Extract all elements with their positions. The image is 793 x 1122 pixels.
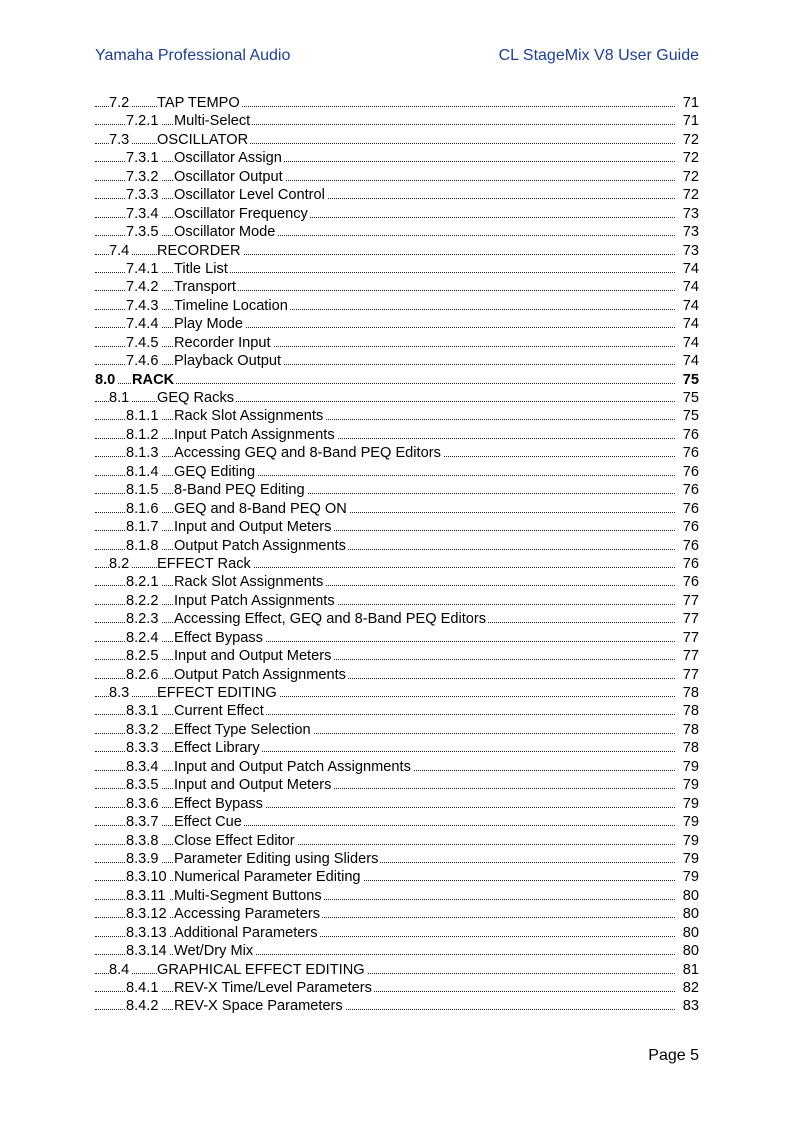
toc-entry-number: 8.4 [109, 961, 132, 979]
toc-entry-number: 8.3.8 [126, 832, 161, 850]
toc-entry[interactable] [95, 371, 699, 389]
toc-entry-title: Effect Type Selection [174, 721, 311, 738]
toc-entry[interactable] [95, 739, 699, 757]
toc-entry-page: 80 [680, 924, 699, 942]
toc-entry-page: 81 [680, 961, 699, 979]
toc-entry-page: 73 [680, 242, 699, 260]
toc-entry-number: 8.2.6 [126, 666, 161, 684]
toc-entry-title: Effect Bypass [174, 795, 263, 812]
dot-leader [95, 383, 675, 384]
toc-entry-number: 8.1.7 [126, 518, 161, 536]
toc-entry-page: 76 [680, 426, 699, 444]
toc-entry[interactable] [95, 555, 699, 573]
toc-entry-page: 74 [680, 315, 699, 333]
toc-entry-title: RACK [132, 371, 175, 388]
toc-entry-page: 80 [680, 942, 699, 960]
toc-entry[interactable] [95, 961, 699, 979]
toc-entry-title: Play Mode [174, 316, 243, 333]
toc-entry-number: 7.3 [109, 131, 132, 149]
toc-entry-number: 8.4.1 [126, 979, 161, 997]
toc-entry-title: EFFECT Rack [157, 555, 251, 572]
toc-entry-title: REV-X Time/Level Parameters [174, 980, 372, 996]
toc-entry-title: GRAPHICAL EFFECT EDITING [157, 961, 365, 978]
toc-entry[interactable] [95, 426, 699, 444]
toc-entry-title: Accessing Effect, GEQ and 8-Band PEQ Editors [174, 611, 487, 628]
toc-entry-number: 7.3.2 [126, 168, 161, 186]
page-number: Page 5 [648, 1047, 699, 1064]
toc-entry[interactable] [95, 721, 699, 739]
toc-entry[interactable] [95, 278, 699, 296]
toc-entry-page: 76 [680, 444, 699, 462]
toc-entry[interactable] [95, 776, 699, 794]
toc-entry[interactable] [95, 205, 699, 223]
toc-entry-page: 79 [680, 832, 699, 850]
toc-entry-number: 8.3.9 [126, 850, 161, 868]
toc-entry[interactable] [95, 389, 699, 407]
toc-entry[interactable] [95, 260, 699, 278]
toc-entry-page: 76 [680, 537, 699, 555]
toc-entry-page: 75 [680, 371, 699, 389]
toc-entry-title: TAP TEMPO [157, 95, 240, 111]
toc-entry-title: Oscillator Level Control [174, 187, 325, 204]
toc-entry-title: Oscillator Frequency [174, 205, 308, 222]
toc-entry[interactable] [95, 905, 699, 923]
toc-entry-number: 8.4.2 [126, 997, 161, 1015]
toc-entry-page: 71 [680, 94, 699, 112]
header-company: Yamaha Professional Audio [95, 47, 291, 64]
toc-entry-number: 8.3.10 [126, 868, 170, 886]
toc-entry[interactable] [95, 481, 699, 499]
toc-entry-title: Rack Slot Assignments [174, 574, 324, 591]
toc-entry-title: Input Patch Assignments [174, 592, 335, 609]
toc-entry-page: 78 [680, 702, 699, 720]
toc-entry[interactable] [95, 444, 699, 462]
toc-entry[interactable] [95, 942, 699, 960]
toc-entry-page: 79 [680, 850, 699, 868]
toc-entry[interactable] [95, 702, 699, 720]
toc-entry-title: Input and Output Meters [174, 777, 332, 794]
toc-entry[interactable] [95, 592, 699, 610]
toc-entry-page: 77 [680, 647, 699, 665]
toc-entry-number: 8.1.8 [126, 537, 161, 555]
toc-entry-page: 77 [680, 610, 699, 628]
toc-entry-title: Numerical Parameter Editing [174, 869, 361, 886]
toc-entry-number: 7.3.4 [126, 205, 161, 223]
toc-entry[interactable] [95, 997, 699, 1015]
toc-entry-number: 8.2 [109, 555, 132, 573]
toc-entry[interactable] [95, 813, 699, 831]
toc-entry-title: Accessing Parameters [174, 906, 320, 923]
toc-entry-number: 7.4 [109, 242, 132, 260]
toc-entry-page: 78 [680, 721, 699, 739]
toc-entry-title: Oscillator Output [174, 168, 283, 185]
toc-entry-title: GEQ and 8-Band PEQ ON [174, 500, 347, 517]
toc-entry-number: 8.1.2 [126, 426, 161, 444]
toc-entry[interactable] [95, 629, 699, 647]
toc-entry-number: 8.3.7 [126, 813, 161, 831]
toc-entry-page: 80 [680, 905, 699, 923]
toc-entry-number: 8.3.14 [126, 942, 170, 960]
toc-entry-page: 79 [680, 795, 699, 813]
toc-entry[interactable] [95, 795, 699, 813]
toc-entry-page: 74 [680, 260, 699, 278]
toc-entry-title: Playback Output [174, 353, 282, 370]
toc-entry-page: 76 [680, 518, 699, 536]
toc-entry-page: 71 [680, 112, 699, 130]
toc-entry-number: 8.1.6 [126, 500, 161, 518]
toc-entry-title: Parameter Editing using Sliders [174, 850, 379, 867]
toc-entry-page: 74 [680, 334, 699, 352]
toc-entry-title: GEQ Editing [174, 463, 256, 480]
toc-entry-number: 7.3.1 [126, 149, 161, 167]
toc-entry-title: Oscillator Assign [174, 150, 282, 167]
toc-entry-page: 72 [680, 186, 699, 204]
toc-entry-page: 77 [680, 629, 699, 647]
toc-entry-title: Input and Output Patch Assignments [174, 758, 411, 775]
toc-entry-page: 75 [680, 407, 699, 425]
toc-entry-title: Current Effect [174, 703, 264, 720]
toc-entry-number: 7.4.3 [126, 297, 161, 315]
toc-entry-page: 79 [680, 813, 699, 831]
toc-entry-page: 79 [680, 776, 699, 794]
table-of-contents [95, 94, 699, 1016]
toc-entry-number: 8.0 [95, 371, 118, 389]
toc-entry[interactable] [95, 407, 699, 425]
toc-entry-title: Multi-Segment Buttons [174, 887, 322, 904]
toc-entry-number: 7.3.5 [126, 223, 161, 241]
toc-entry-page: 72 [680, 168, 699, 186]
toc-entry-title: Input and Output Meters [174, 519, 332, 536]
toc-entry[interactable] [95, 684, 699, 702]
toc-entry-number: 8.3.6 [126, 795, 161, 813]
toc-entry-title: OSCILLATOR [157, 131, 249, 148]
toc-entry-title: Close Effect Editor [174, 832, 295, 849]
toc-entry[interactable] [95, 168, 699, 186]
toc-entry-number: 8.2.2 [126, 592, 161, 610]
toc-entry-title: Oscillator Mode [174, 224, 276, 241]
toc-entry-title: Output Patch Assignments [174, 537, 346, 554]
header-document-title: CL StageMix V8 User Guide [498, 47, 699, 64]
toc-entry-page: 83 [680, 997, 699, 1015]
toc-entry-number: 8.1.4 [126, 463, 161, 481]
toc-entry-page: 72 [680, 149, 699, 167]
toc-entry-number: 8.2.5 [126, 647, 161, 665]
toc-entry-number: 8.3.2 [126, 721, 161, 739]
toc-entry-number: 7.4.1 [126, 260, 161, 278]
toc-entry-number: 7.4.6 [126, 352, 161, 370]
toc-entry-title: Transport [174, 279, 236, 296]
toc-entry-title: 8-Band PEQ Editing [174, 482, 305, 499]
toc-entry-title: Effect Bypass [174, 629, 263, 646]
toc-entry-title: Wet/Dry Mix [174, 943, 254, 960]
toc-entry-title: Rack Slot Assignments [174, 408, 324, 425]
toc-entry-number: 8.3.5 [126, 776, 161, 794]
toc-entry[interactable] [95, 315, 699, 333]
toc-entry[interactable] [95, 887, 699, 905]
toc-entry-number: 8.1 [109, 389, 132, 407]
toc-entry-page: 78 [680, 739, 699, 757]
toc-entry-number: 8.2.4 [126, 629, 161, 647]
toc-entry-number: 8.1.5 [126, 481, 161, 499]
toc-entry[interactable] [95, 832, 699, 850]
toc-entry-page: 76 [680, 481, 699, 499]
toc-entry-page: 77 [680, 592, 699, 610]
toc-entry[interactable] [95, 112, 699, 130]
toc-entry[interactable] [95, 573, 699, 591]
toc-entry[interactable] [95, 610, 699, 628]
toc-entry[interactable] [95, 297, 699, 315]
toc-entry-title: Additional Parameters [174, 924, 318, 941]
toc-entry-number: 8.2.1 [126, 573, 161, 591]
toc-entry-page: 75 [680, 389, 699, 407]
toc-entry[interactable] [95, 334, 699, 352]
toc-entry-number: 8.1.1 [126, 407, 161, 425]
toc-entry[interactable] [95, 537, 699, 555]
toc-entry-page: 73 [680, 205, 699, 223]
toc-entry-page: 78 [680, 684, 699, 702]
toc-entry-number: 8.3.13 [126, 924, 170, 942]
toc-entry-number: 7.2.1 [126, 112, 161, 130]
toc-entry-title: Multi-Select [174, 113, 251, 130]
toc-entry-title: Title List [174, 260, 228, 277]
toc-entry[interactable] [95, 463, 699, 481]
toc-entry-number: 8.3.4 [126, 758, 161, 776]
toc-entry-title: EFFECT EDITING [157, 685, 277, 701]
toc-entry-page: 80 [680, 887, 699, 905]
toc-entry-title: Effect Library [174, 740, 260, 757]
toc-entry-number: 8.3.11 [126, 887, 169, 905]
toc-entry-number: 7.4.4 [126, 315, 161, 333]
toc-entry-title: Timeline Location [174, 297, 288, 314]
page-header [95, 47, 699, 67]
toc-entry-number: 8.3.12 [126, 905, 170, 923]
toc-entry-page: 76 [680, 500, 699, 518]
toc-entry-number: 7.4.5 [126, 334, 161, 352]
toc-entry-page: 74 [680, 278, 699, 296]
toc-entry-title: Effect Cue [174, 814, 242, 831]
toc-entry-title: Input Patch Assignments [174, 426, 335, 443]
toc-entry-number: 8.3.1 [126, 702, 161, 720]
toc-entry[interactable] [95, 352, 699, 370]
toc-entry-title: Input and Output Meters [174, 648, 332, 665]
toc-entry-number: 8.2.3 [126, 610, 161, 628]
toc-entry-number: 8.3 [109, 684, 132, 702]
toc-entry-title: Accessing GEQ and 8-Band PEQ Editors [174, 445, 441, 462]
toc-entry-page: 76 [680, 555, 699, 573]
toc-entry-page: 72 [680, 131, 699, 149]
toc-entry-title: GEQ Racks [157, 390, 235, 406]
toc-entry[interactable] [95, 500, 699, 518]
toc-entry-page: 74 [680, 297, 699, 315]
toc-entry-title: RECORDER [157, 242, 241, 259]
toc-entry-page: 76 [680, 573, 699, 591]
toc-entry[interactable] [95, 924, 699, 942]
toc-entry[interactable] [95, 223, 699, 241]
toc-entry[interactable] [95, 518, 699, 536]
toc-entry[interactable] [95, 647, 699, 665]
toc-entry[interactable] [95, 242, 699, 260]
toc-entry-title: REV-X Space Parameters [174, 998, 343, 1015]
toc-entry-number: 8.1.3 [126, 444, 161, 462]
toc-entry-page: 77 [680, 666, 699, 684]
toc-entry[interactable] [95, 186, 699, 204]
toc-entry-number: 7.3.3 [126, 186, 161, 204]
toc-entry[interactable] [95, 131, 699, 149]
toc-entry-number: 7.4.2 [126, 278, 161, 296]
toc-entry-number: 7.2 [109, 94, 132, 112]
toc-entry[interactable] [95, 758, 699, 776]
toc-entry-title: Output Patch Assignments [174, 666, 346, 683]
toc-entry-page: 82 [680, 979, 699, 997]
toc-entry-page: 79 [680, 868, 699, 886]
toc-entry-page: 74 [680, 352, 699, 370]
toc-entry[interactable] [95, 850, 699, 868]
toc-entry-page: 73 [680, 223, 699, 241]
toc-entry-title: Recorder Input [174, 334, 271, 351]
toc-entry-number: 8.3.3 [126, 739, 161, 757]
toc-entry[interactable] [95, 868, 699, 886]
toc-entry[interactable] [95, 666, 699, 684]
toc-entry[interactable] [95, 149, 699, 167]
toc-entry-page: 76 [680, 463, 699, 481]
toc-entry[interactable] [95, 979, 699, 997]
toc-entry[interactable] [95, 94, 699, 112]
toc-entry-page: 79 [680, 758, 699, 776]
